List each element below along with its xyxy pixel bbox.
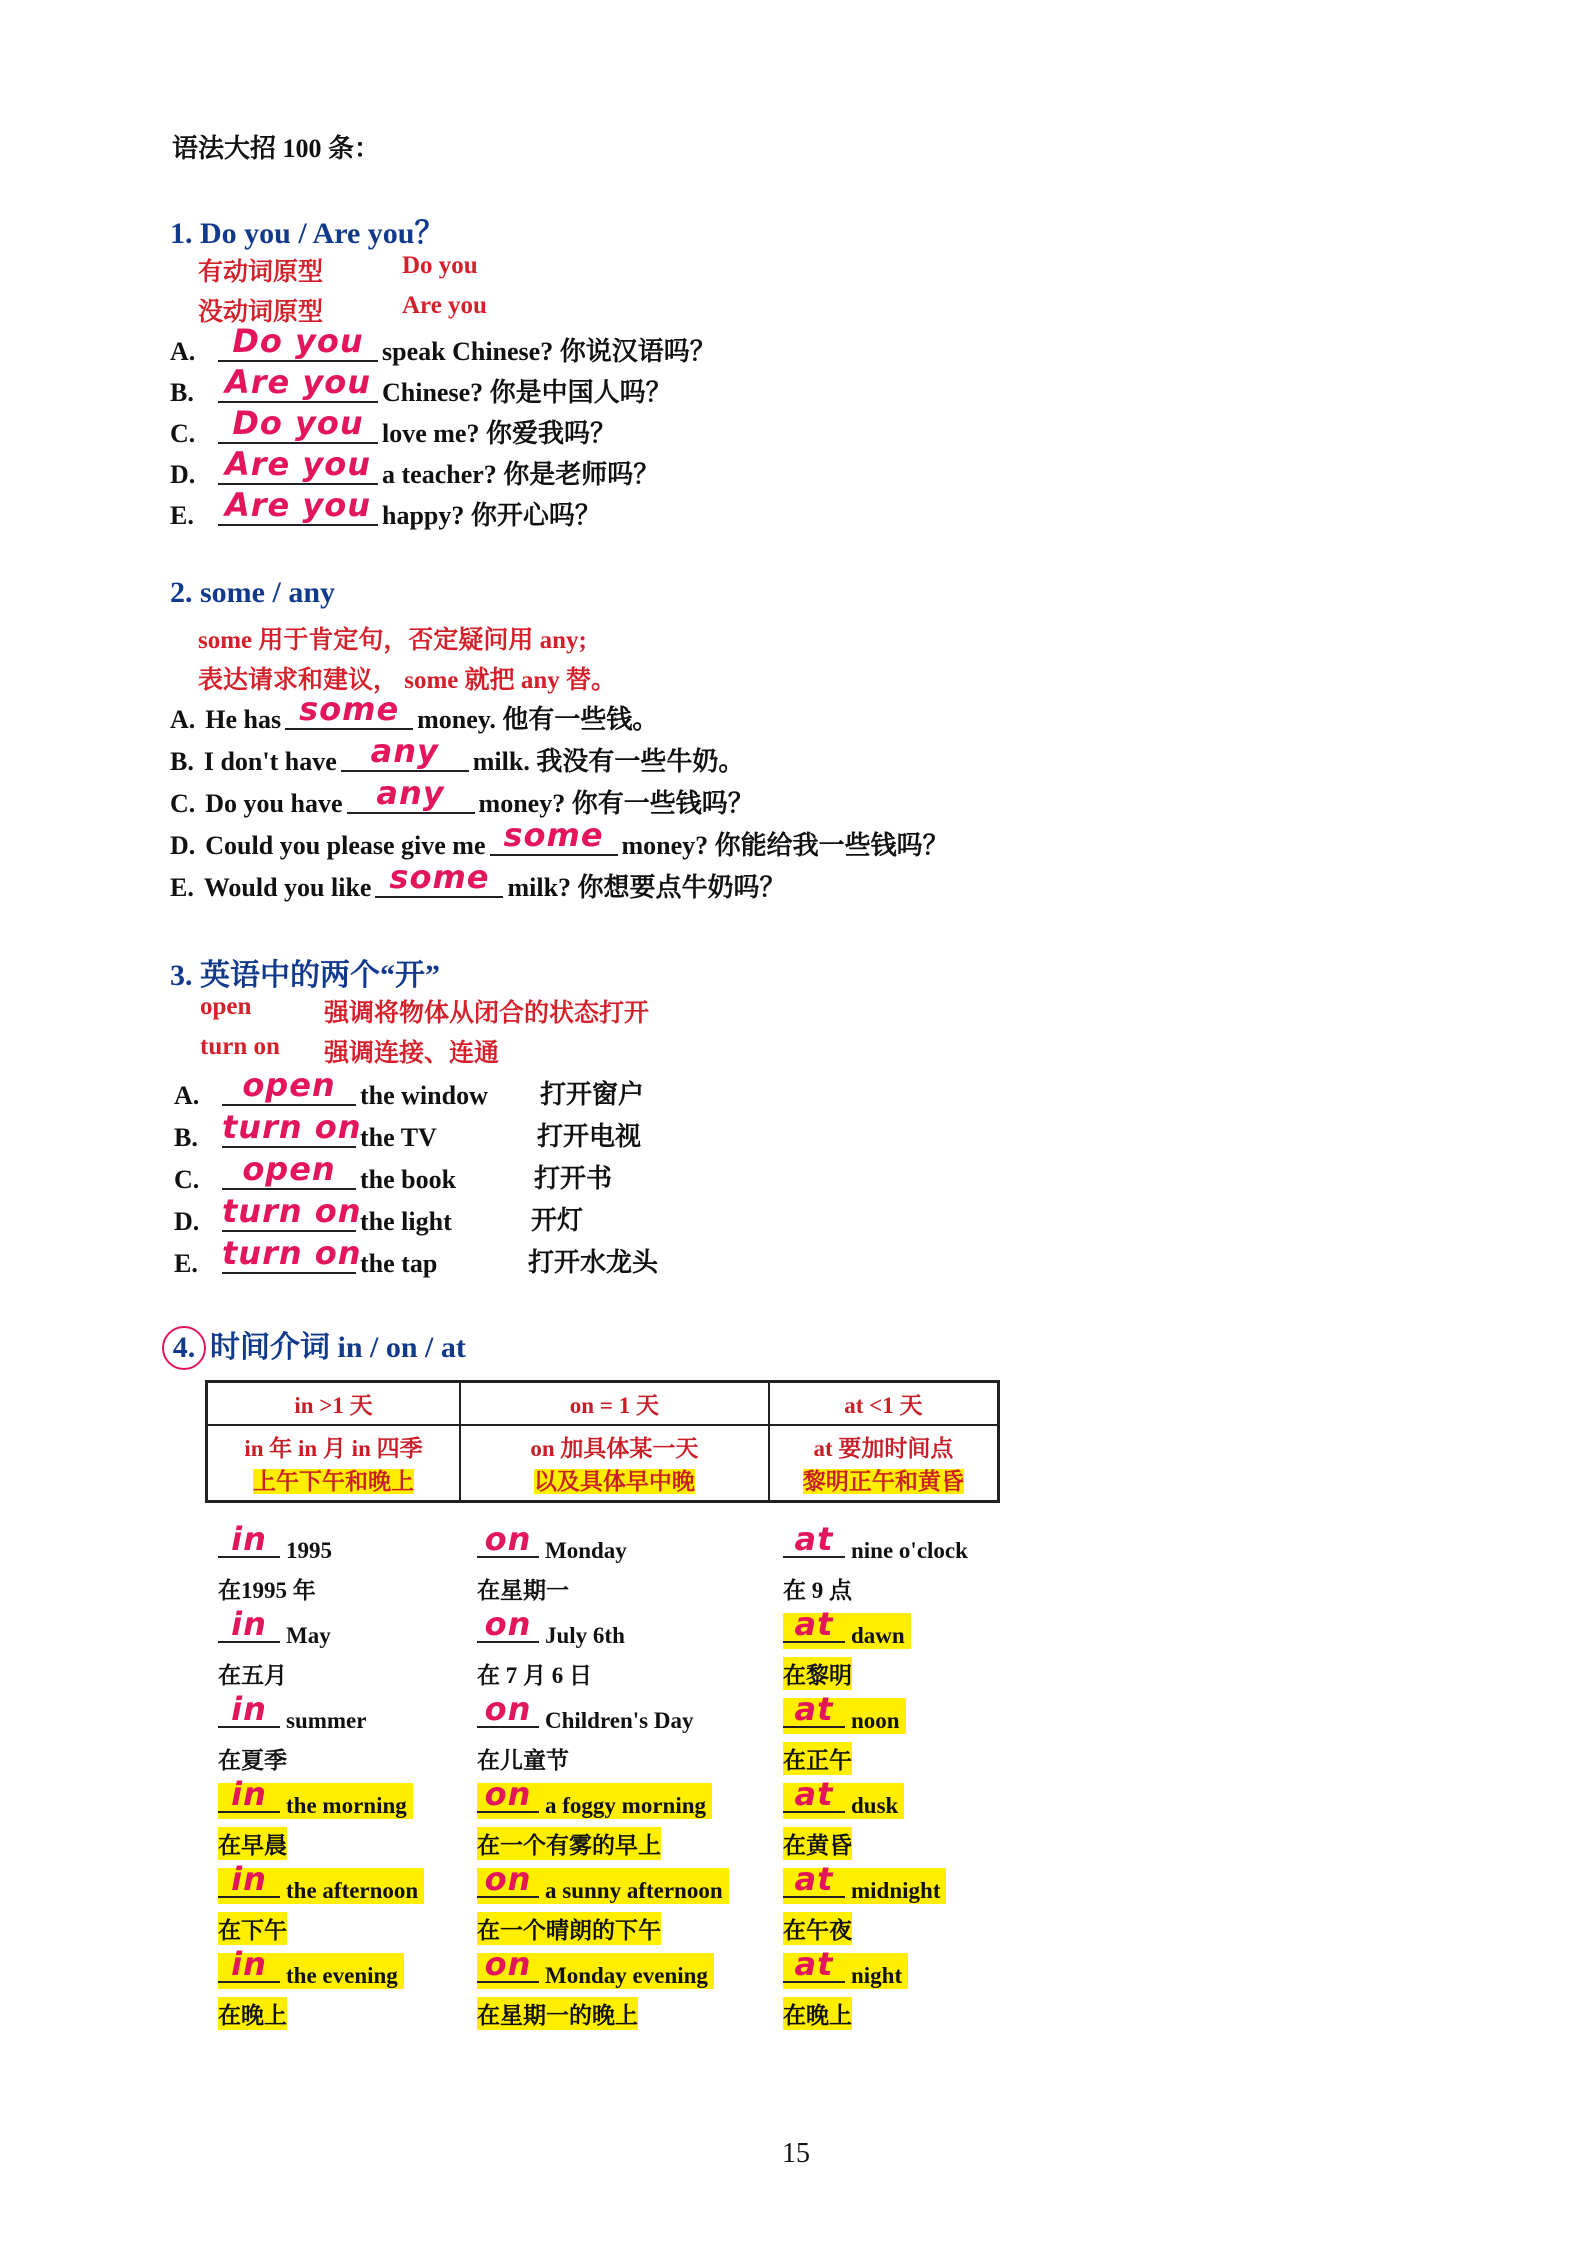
phrase-line [477,1520,633,1564]
phrase-line [218,1860,424,1904]
phrase-text: July 6th [545,1623,625,1648]
phrase-text: dawn [851,1623,905,1648]
table-header-row [207,1382,999,1426]
phrase-text: May [286,1623,331,1648]
table-header-at: at <1 天 [769,1382,999,1426]
rule-text: on 加具体某一天 [530,1436,699,1461]
rule-highlight: 以及具体早中晚 [533,1469,695,1494]
answer-blank [375,858,503,898]
item-label: C. [174,1165,200,1194]
circled-number: 4. [162,1326,206,1370]
item-chinese: 打开水龙头 [528,1248,659,1277]
item-text: the book [360,1165,457,1194]
answer-blank [347,774,475,814]
exercise-line [170,816,949,862]
phrase-line [783,1605,911,1649]
phrase-line [477,1775,712,1819]
exercise-line [170,732,745,778]
exercise-line [174,1066,488,1111]
rule-meaning: 强调将物体从闭合的状态打开 [324,1000,650,1027]
handwritten-answer: Do you [232,322,364,360]
item-label: C. [170,419,196,448]
phrase-chinese: 在一个有雾的早上 [477,1827,661,1860]
exercise-line [170,486,601,532]
handwritten-answer: turn on [222,1108,362,1146]
answer-blank [477,1605,539,1643]
item-chinese: 开灯 [531,1206,584,1235]
section4-heading [162,1322,466,1370]
rule-word: open [200,993,252,1020]
item-text: milk. 我没有一些牛奶。 [472,747,745,776]
exercise-line [170,774,754,820]
answer-blank [218,1945,280,1983]
table-cell [460,1425,769,1502]
table-row [207,1425,999,1502]
phrase-chinese: 在黄昏 [783,1827,852,1860]
phrase-line [218,1605,337,1649]
exercise-line [174,1192,452,1237]
phrase-line [783,1690,906,1734]
phrase-text: dusk [851,1793,899,1818]
item-prefix: Would you like [203,873,372,902]
answer-blank [222,1150,356,1190]
handwritten-answer: on [484,1860,532,1898]
answer-blank [218,1605,280,1643]
handwritten-answer: some [389,858,490,896]
answer-blank [218,404,378,444]
exercise-line [170,858,786,904]
handwritten-answer: on [484,1945,532,1983]
phrase-chinese: 在 9 点 [783,1578,852,1603]
phrase-text: summer [286,1708,367,1733]
phrase-chinese: 在1995 年 [218,1578,316,1603]
answer-blank [783,1945,845,1983]
handwritten-answer: at [794,1605,834,1643]
item-prefix: I don't have [203,747,337,776]
table-header-in: in >1 天 [207,1382,460,1426]
answer-blank [783,1690,845,1728]
answer-blank [218,1690,280,1728]
phrase-text: the morning [286,1793,407,1818]
section2-heading: 2. some / any [170,576,335,609]
phrase-text: a sunny afternoon [545,1878,723,1903]
item-text: the window [360,1081,488,1110]
item-text: love me? 你爱我吗？ [382,419,616,448]
answer-blank [218,445,378,485]
rule-form: Do you [402,252,478,279]
handwritten-answer: at [794,1860,834,1898]
phrase-chinese: 在星期一的晚上 [477,1997,638,2030]
rule-form: Are you [402,292,487,319]
phrase-chinese: 在五月 [218,1663,287,1688]
item-label: E. [170,873,194,902]
answer-blank [222,1108,362,1148]
handwritten-answer: in [231,1520,267,1558]
handwritten-answer: in [231,1775,267,1813]
handwritten-answer: in [231,1860,267,1898]
item-text: the tap [360,1249,438,1278]
answer-blank [218,1520,280,1558]
item-label: A. [174,1081,200,1110]
page-title: 语法大招 100 条： [172,134,381,163]
phrase-chinese: 在星期一 [477,1578,569,1603]
rule-word: turn on [200,1033,280,1060]
item-label: D. [174,1207,200,1236]
phrase-chinese: 在早晨 [218,1827,287,1860]
item-text: the light [360,1207,452,1236]
phrase-line [783,1775,904,1819]
handwritten-answer: open [242,1066,336,1104]
item-text: Chinese? 你是中国人吗？ [382,378,672,407]
answer-blank [783,1775,845,1813]
section1-heading: 1. Do you / Are you？ [170,217,445,250]
phrase-chinese: 在一个晴朗的下午 [477,1912,661,1945]
phrase-line [218,1775,413,1819]
answer-blank [218,363,378,403]
page-number: 15 [782,2138,810,2169]
phrase-line [783,1860,946,1904]
phrase-chinese: 在 7 月 6 日 [477,1663,592,1688]
rule-text: some 用于肯定句，否定疑问用 any; [198,627,587,654]
item-chinese: 打开书 [534,1164,613,1193]
phrase-text: nine o'clock [851,1538,968,1563]
item-label: A. [170,337,196,366]
item-text: money? 你有一些钱吗？ [478,789,754,818]
answer-blank [490,816,618,856]
item-prefix: Do you have [205,789,343,818]
answer-blank [783,1520,845,1558]
handwritten-answer: turn on [222,1234,362,1272]
item-label: E. [174,1249,198,1278]
phrase-chinese: 在午夜 [783,1912,852,1945]
handwritten-answer: on [484,1605,532,1643]
answer-blank [341,732,469,772]
phrase-text: midnight [851,1878,941,1903]
answer-blank [783,1605,845,1643]
handwritten-answer: at [794,1520,834,1558]
handwritten-answer: in [231,1690,267,1728]
handwritten-answer: some [503,816,604,854]
handwritten-answer: at [794,1945,834,1983]
handwritten-answer: at [794,1690,834,1728]
rule-highlight: 上午下午和晚上 [252,1469,414,1494]
phrase-text: the evening [286,1963,398,1988]
handwritten-answer: any [370,732,439,770]
phrase-line [783,1945,908,1989]
phrase-text: the afternoon [286,1878,419,1903]
phrase-line [477,1945,714,1989]
phrase-line [218,1945,404,1989]
phrase-chinese: 在儿童节 [477,1748,569,1773]
item-label: A. [170,705,196,734]
exercise-line [174,1108,437,1153]
phrase-text: Monday [545,1538,627,1563]
rule-meaning: 强调连接、连通 [324,1040,500,1067]
rule-highlight: 黎明正午和黄昏 [802,1469,964,1494]
phrase-line [218,1690,372,1734]
section3-heading: 3. 英语中的两个“开” [170,959,440,992]
phrase-chinese: 在晚上 [218,1997,287,2030]
handwritten-answer: turn on [222,1192,362,1230]
item-label: B. [170,378,194,407]
phrase-text: a foggy morning [545,1793,706,1818]
item-label: B. [174,1123,198,1152]
handwritten-answer: in [231,1605,267,1643]
exercise-line [174,1150,457,1195]
exercise-line [170,690,659,736]
phrase-text: Monday evening [545,1963,708,1988]
phrase-chinese: 在夏季 [218,1748,287,1773]
handwritten-answer: open [242,1150,336,1188]
answer-blank [218,1775,280,1813]
rule-condition: 有动词原型 [198,259,324,286]
item-label: C. [170,789,196,818]
answer-blank [222,1192,362,1232]
item-text: happy? 你开心吗？ [382,501,601,530]
phrase-line [477,1605,631,1649]
answer-blank [285,690,413,730]
handwritten-answer: on [484,1520,532,1558]
table-header-on: on = 1 天 [460,1382,769,1426]
item-label: B. [170,747,194,776]
rule-text: at 要加时间点 [813,1436,954,1461]
item-text: a teacher? 你是老师吗？ [382,460,660,489]
item-text: the TV [360,1123,437,1152]
phrase-text: night [851,1963,903,1988]
handwritten-answer: some [299,690,400,728]
phrase-text: Children's Day [545,1708,694,1733]
answer-blank [218,322,378,362]
preposition-table [205,1380,1000,1503]
answer-blank [222,1066,356,1106]
item-prefix: He has [205,705,282,734]
handwritten-answer: any [376,774,445,812]
handwritten-answer: on [484,1690,532,1728]
item-text: money. 他有一些钱。 [417,705,659,734]
handwritten-answer: Do you [232,404,364,442]
handwritten-answer: Are you [224,363,371,401]
rule-text: in 年 in 月 in 四季 [244,1436,423,1461]
answer-blank [222,1234,362,1274]
item-text: money? 你能给我一些钱吗？ [621,831,949,860]
item-chinese: 打开电视 [537,1122,642,1151]
item-label: D. [170,831,196,860]
phrase-line [218,1520,338,1564]
phrase-chinese: 在正午 [783,1742,852,1775]
answer-blank [477,1690,539,1728]
answer-blank [783,1860,845,1898]
answer-blank [477,1775,539,1813]
handwritten-answer: on [484,1775,532,1813]
item-chinese: 打开窗户 [540,1080,645,1109]
answer-blank [218,486,378,526]
phrase-line [477,1860,729,1904]
item-text: speak Chinese? 你说汉语吗？ [382,337,716,366]
phrase-chinese: 在下午 [218,1912,287,1945]
section4-title: 时间介词 in / on / at [210,1331,466,1364]
phrase-line [477,1690,699,1734]
phrase-text: noon [851,1708,900,1733]
answer-blank [477,1860,539,1898]
table-cell [769,1425,999,1502]
item-label: E. [170,501,194,530]
table-cell [207,1425,460,1502]
answer-blank [477,1520,539,1558]
phrase-text: 1995 [286,1538,332,1563]
rule-text: 表达请求和建议， some 就把 any 替。 [198,667,617,694]
exercise-line [174,1234,438,1279]
item-label: D. [170,460,196,489]
phrase-chinese: 在黎明 [783,1657,852,1690]
handwritten-answer: Are you [224,486,371,524]
rule-condition: 没动词原型 [198,299,324,326]
answer-blank [218,1860,280,1898]
answer-blank [477,1945,539,1983]
handwritten-answer: in [231,1945,267,1983]
handwritten-answer: Are you [224,445,371,483]
phrase-chinese: 在晚上 [783,1997,852,2030]
item-prefix: Could you please give me [205,831,486,860]
item-text: milk? 你想要点牛奶吗？ [507,873,786,902]
handwritten-answer: at [794,1775,834,1813]
phrase-line [783,1520,974,1564]
